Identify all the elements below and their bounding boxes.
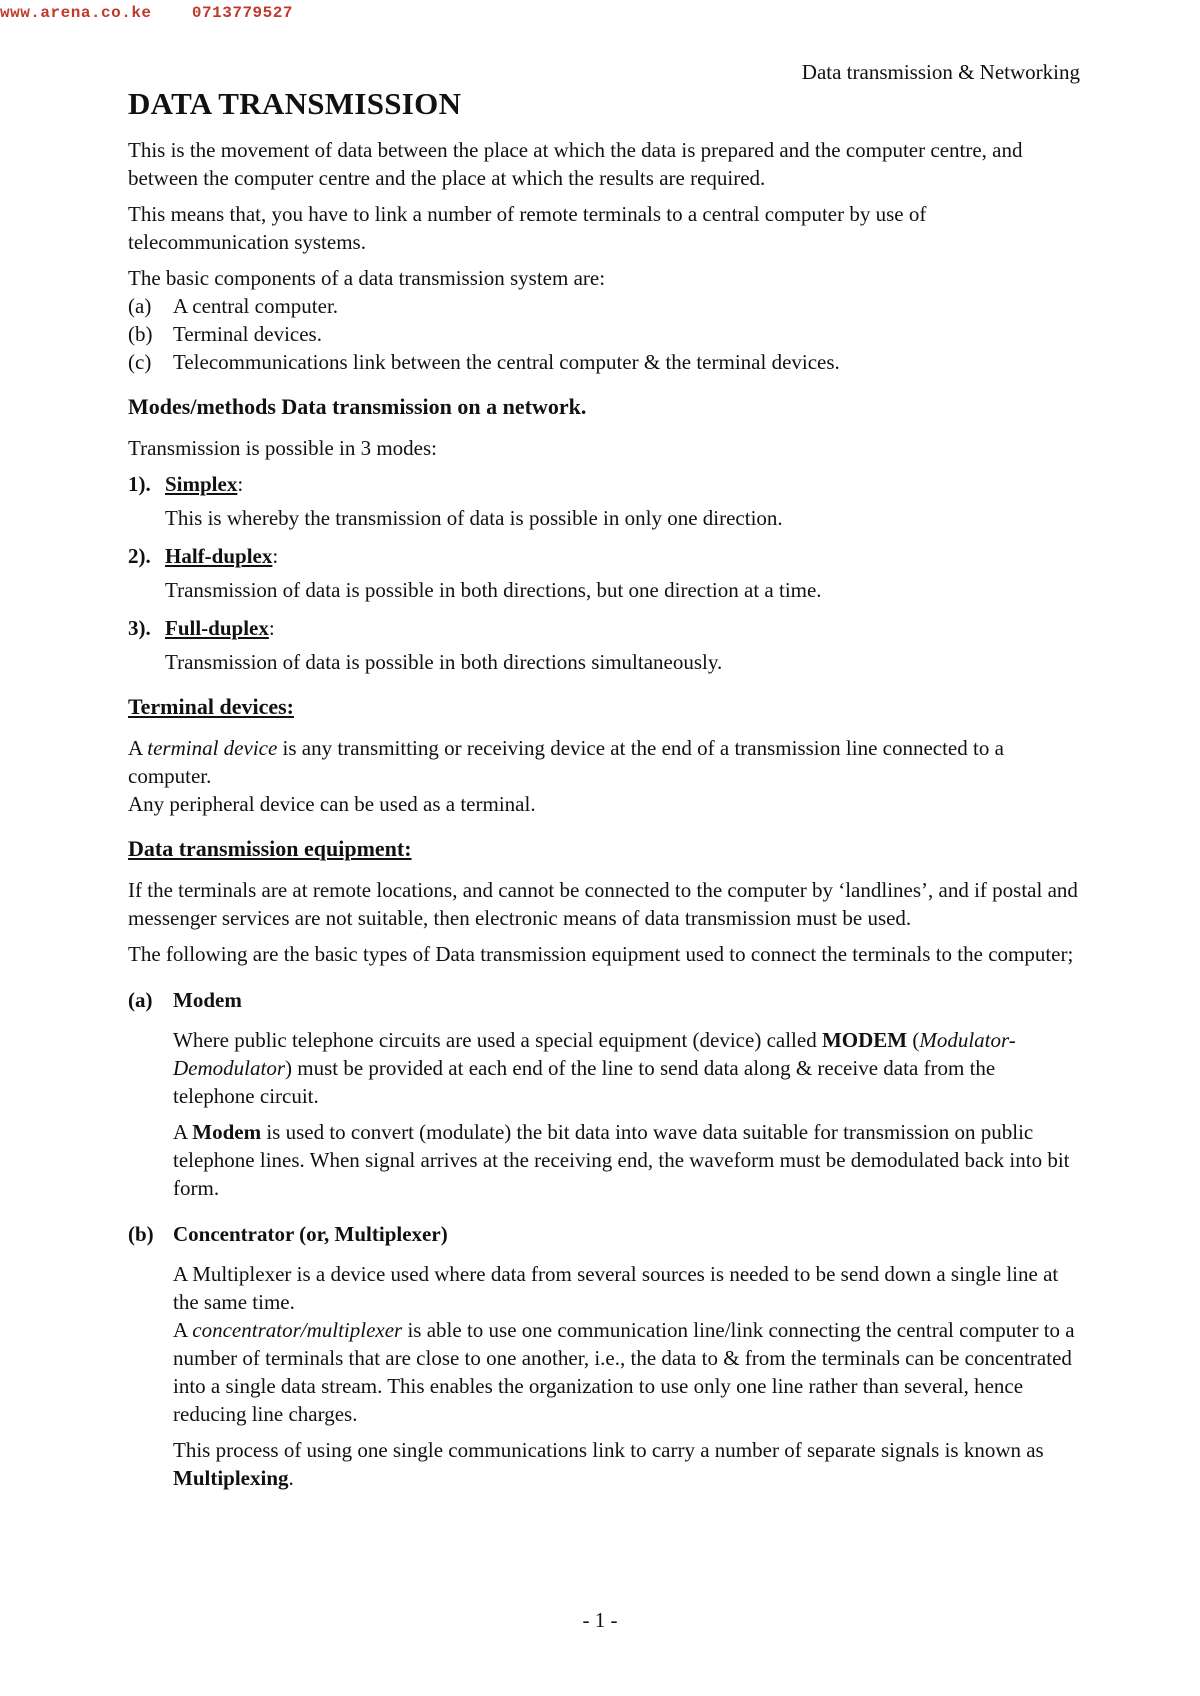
mode-half-duplex [128, 542, 1080, 604]
concentrator-heading: (b) Concentrator (or, Multiplexer) [128, 1222, 448, 1246]
equipment-heading: Data transmission equipment: [128, 836, 412, 861]
list-item-text: A central computer. [173, 294, 339, 318]
mode-colon: : [237, 472, 244, 496]
running-header: Data transmission & Networking [801, 60, 1080, 84]
modem-paragraph-1: Where public telephone circuits are used a special equipment (device) called MODEM (Modulator-Demodulator) must be provided at each end of the line to send data along & receive data from the telephone circuit. [173, 1028, 1016, 1108]
mode-description: Transmission of data is possible in both directions simultaneously. [165, 650, 723, 674]
mode-term: Half-duplex [165, 544, 273, 568]
concentrator-paragraph-1: A Multiplexer is a device used where data from several sources is needed to be send down a single line at the same time. [173, 1262, 1059, 1314]
mode-description: This is whereby the transmission of data is possible in only one direction. [165, 506, 783, 530]
modes-heading: Modes/methods Data transmission on a network. [128, 394, 587, 419]
page-number: - 1 - [582, 1608, 618, 1632]
list-item [128, 292, 1080, 320]
components-list [128, 292, 1080, 376]
modem-heading: (a) Modem [128, 988, 242, 1012]
intro-paragraph-3: The basic components of a data transmission system are: [128, 266, 606, 290]
mode-colon: : [268, 616, 275, 640]
list-item-label: (b) [128, 322, 153, 346]
terminal-paragraph-1: A terminal device is any transmitting or receiving device at the end of a transmission line connected to a computer. [128, 736, 1004, 788]
concentrator-paragraph-2: A concentrator/multiplexer is able to use one communication line/link connecting the central computer to a number of terminals that are close to one another, i.e., the data to & from the terminals can be concentrated into a single data stream. This enables the organization to use only one line rather than several, hence reducing line charges. [173, 1318, 1075, 1426]
mode-full-duplex [128, 614, 1080, 676]
equipment-paragraph-1: If the terminals are at remote locations, and cannot be connected to the computer by ‘landlines’, and if postal and messenger services are not suitable, then electronic means of data transmission must be used. [128, 878, 1078, 930]
mode-simplex [128, 470, 1080, 532]
intro-paragraph-1: This is the movement of data between the place at which the data is prepared and the computer centre, and between the computer centre and the place at which the results are required. [128, 138, 1023, 190]
list-item [128, 348, 1080, 376]
modes-intro: Transmission is possible in 3 modes: [128, 436, 438, 460]
document-page [128, 84, 1080, 1500]
mode-term: Full-duplex [165, 616, 269, 640]
mode-term: Simplex [165, 472, 238, 496]
page-title: DATA TRANSMISSION [128, 86, 462, 121]
watermark-text: www.arena.co.ke 0713779527 [0, 4, 293, 22]
list-item [128, 320, 1080, 348]
concentrator-paragraph-3: This process of using one single communications link to carry a number of separate signals is known as Multiplexing. [173, 1438, 1044, 1490]
terminal-paragraph-2: Any peripheral device can be used as a terminal. [128, 792, 536, 816]
list-item-label: (a) [128, 294, 152, 318]
mode-colon: : [272, 544, 279, 568]
equipment-paragraph-2: The following are the basic types of Data transmission equipment used to connect the terminals to the computer; [128, 942, 1074, 966]
terminal-devices-heading: Terminal devices: [128, 694, 294, 719]
mode-number: 2). [128, 544, 151, 568]
mode-number: 1). [128, 472, 151, 496]
mode-number: 3). [128, 616, 151, 640]
list-item-text: Telecommunications link between the central computer & the terminal devices. [173, 350, 840, 374]
modem-paragraph-2: A Modem is used to convert (modulate) the bit data into wave data suitable for transmission on public telephone lines. When signal arrives at the receiving end, the waveform must be demodulated back into bit form. [173, 1120, 1070, 1200]
intro-paragraph-2: This means that, you have to link a number of remote terminals to a central computer by use of telecommunication systems. [128, 202, 927, 254]
mode-description: Transmission of data is possible in both directions, but one direction at a time. [165, 578, 822, 602]
list-item-text: Terminal devices. [173, 322, 322, 346]
list-item-label: (c) [128, 350, 152, 374]
terminal-device-term: terminal device [147, 736, 278, 760]
